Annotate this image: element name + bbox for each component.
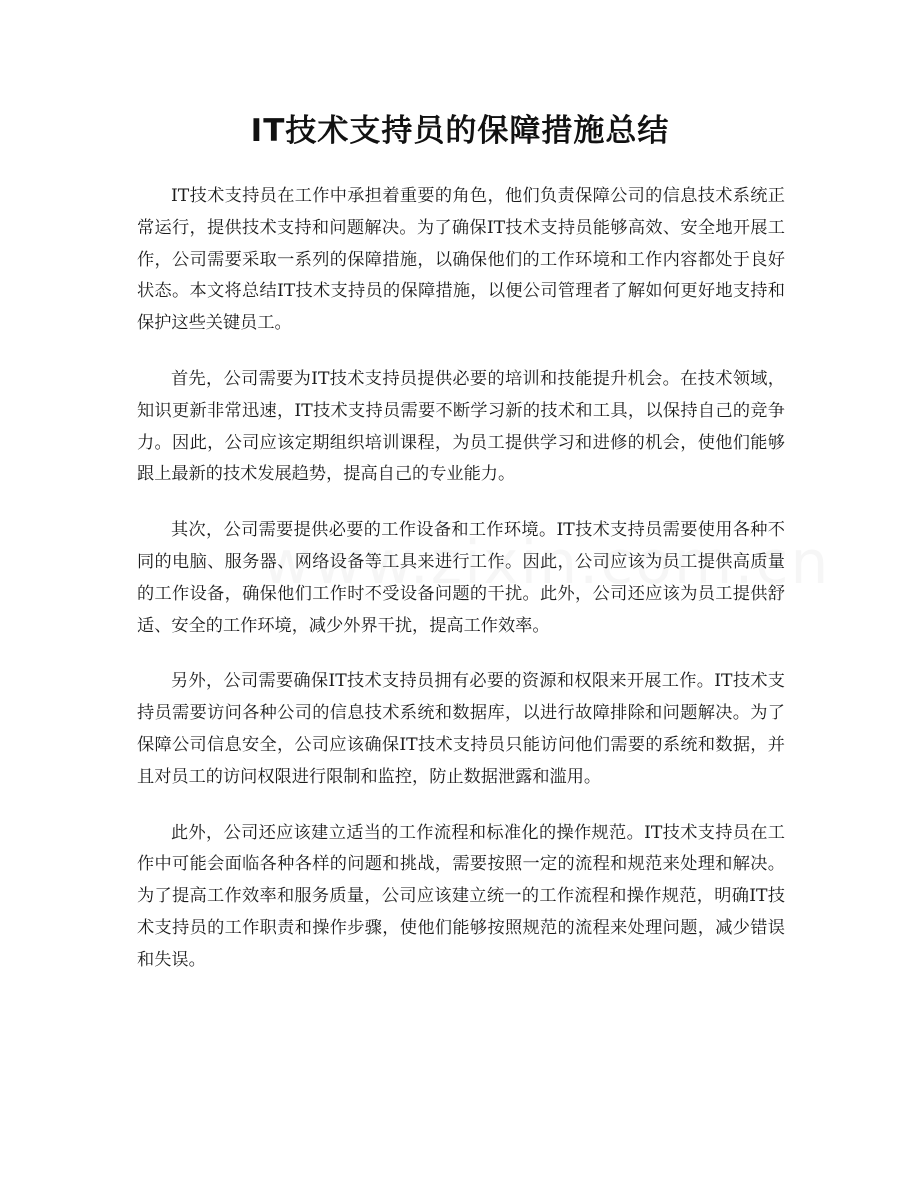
paragraph-training: 首先，公司需要为IT技术支持员提供必要的培训和技能提升机会。在技术领域，知识更新非常迅速，IT技术支持员需要不断学习新的技术和工具，以保持自己的竞争力。因此，公司应该定期组织培训课程，为员工提供学习和进修的机会，使他们能够跟上最新的技术发展趋势，提高自己的专业能力。: [137, 368, 785, 485]
paragraph-intro: IT技术支持员在工作中承担着重要的角色，他们负责保障公司的信息技术系统正常运行，提供技术支持和问题解决。为了确保IT技术支持员能够高效、安全地开展工作，公司需要采取一系列的保障措施，以确保他们的工作环境和工作内容都处于良好状态。本文将总结IT技术支持员的保障措施，以便公司管理者了解如何更好地支持和保护这些关键员工。: [137, 186, 785, 334]
document-body: [137, 181, 785, 1001]
document-title: IT技术支持员的保障措施总结: [250, 113, 670, 149]
paragraph-equipment: 其次，公司需要提供必要的工作设备和工作环境。IT技术支持员需要使用各种不同的电脑、服务器、网络设备等工具来进行工作。因此，公司应该为员工提供高质量的工作设备，确保他们工作时不受设备问题的干扰。此外，公司还应该为员工提供舒适、安全的工作环境，减少外界干扰，提高工作效率。: [137, 520, 785, 636]
paragraph-workflow: 此外，公司还应该建立适当的工作流程和标准化的操作规范。IT技术支持员在工作中可能会面临各种各样的问题和挑战，需要按照一定的流程和规范来处理和解决。为了提高工作效率和服务质量，公司应该建立统一的工作流程和操作规范，明确IT技术支持员的工作职责和操作步骤，使他们能够按照规范的流程来处理问题，减少错误和失误。: [137, 822, 785, 970]
paragraph-permissions: 另外，公司需要确保IT技术支持员拥有必要的资源和权限来开展工作。IT技术支持员需要访问各种公司的信息技术系统和数据库，以进行故障排除和问题解决。为了保障公司信息安全，公司应该确保IT技术支持员只能访问他们需要的系统和数据，并且对员工的访问权限进行限制和监控，防止数据泄露和滥用。: [137, 671, 785, 787]
